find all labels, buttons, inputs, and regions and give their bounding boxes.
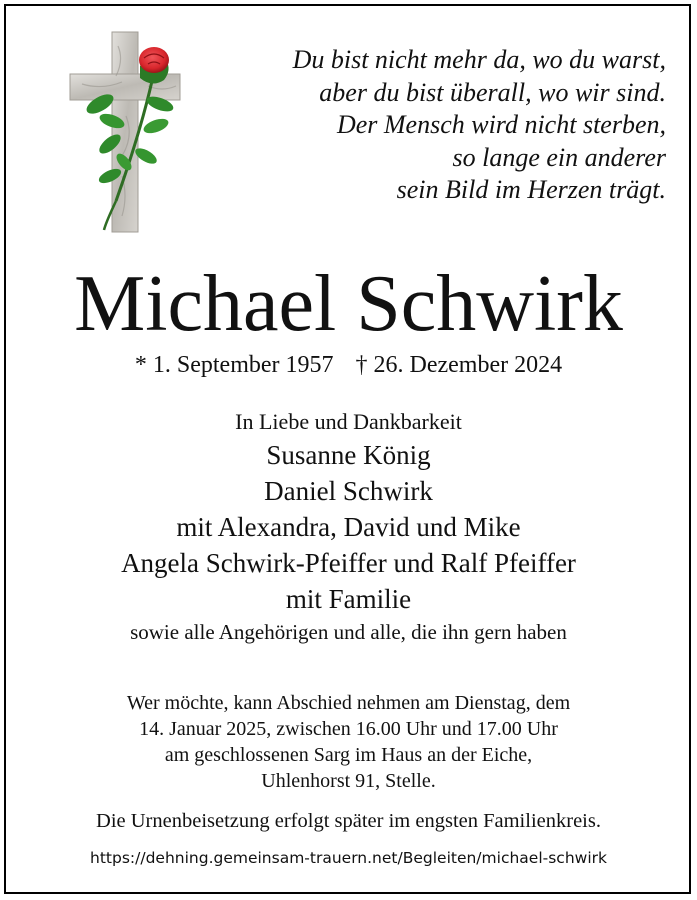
cross-with-rose-icon [52, 26, 202, 241]
farewell-line: am geschlossenen Sarg im Haus an der Eiche, [164, 744, 533, 766]
mourner-line: mit Familie [285, 584, 412, 614]
mourners-also: sowie alle Angehörigen und alle, die ihn gern haben [130, 620, 567, 644]
farewell-info [0, 690, 697, 794]
farewell-line: Wer möchte, kann Abschied nehmen am Dienstag, dem [126, 692, 571, 714]
poem-line: so lange ein anderer [452, 142, 666, 172]
family-list [0, 437, 697, 617]
life-dates [0, 350, 697, 380]
mourners-intro: In Liebe und Dankbarkeit [235, 409, 462, 434]
poem-line: Du bist nicht mehr da, wo du warst, [292, 45, 666, 74]
birth-date: * 1. September 1957 [134, 352, 334, 378]
mourner-line: Angela Schwirk-Pfeiffer und Ralf Pfeiffer [121, 548, 576, 578]
memorial-link[interactable]: https://dehning.gemeinsam-trauern.net/Begleiten/michael-schwirk [90, 849, 607, 867]
farewell-line: Uhlenhorst 91, Stelle. [261, 770, 436, 792]
urn-burial-note: Die Urnenbeisetzung erfolgt später im engsten Familienkreis. [96, 810, 601, 832]
mourners-block [0, 407, 697, 647]
poem [206, 44, 666, 207]
poem-line: aber du bist überall, wo wir sind. [319, 77, 666, 107]
deceased-name: Michael Schwirk [74, 260, 623, 348]
farewell-line: 14. Januar 2025, zwischen 16.00 Uhr und 17.00 Uhr [139, 718, 558, 740]
mourner-line: Daniel Schwirk [264, 476, 433, 506]
poem-line: sein Bild im Herzen trägt. [396, 175, 666, 204]
poem-line: Der Mensch wird nicht sterben, [336, 110, 666, 139]
mourner-line: Susanne König [266, 440, 431, 470]
death-date: † 26. Dezember 2024 [355, 352, 563, 378]
mourner-line: mit Alexandra, David und Mike [176, 512, 521, 542]
